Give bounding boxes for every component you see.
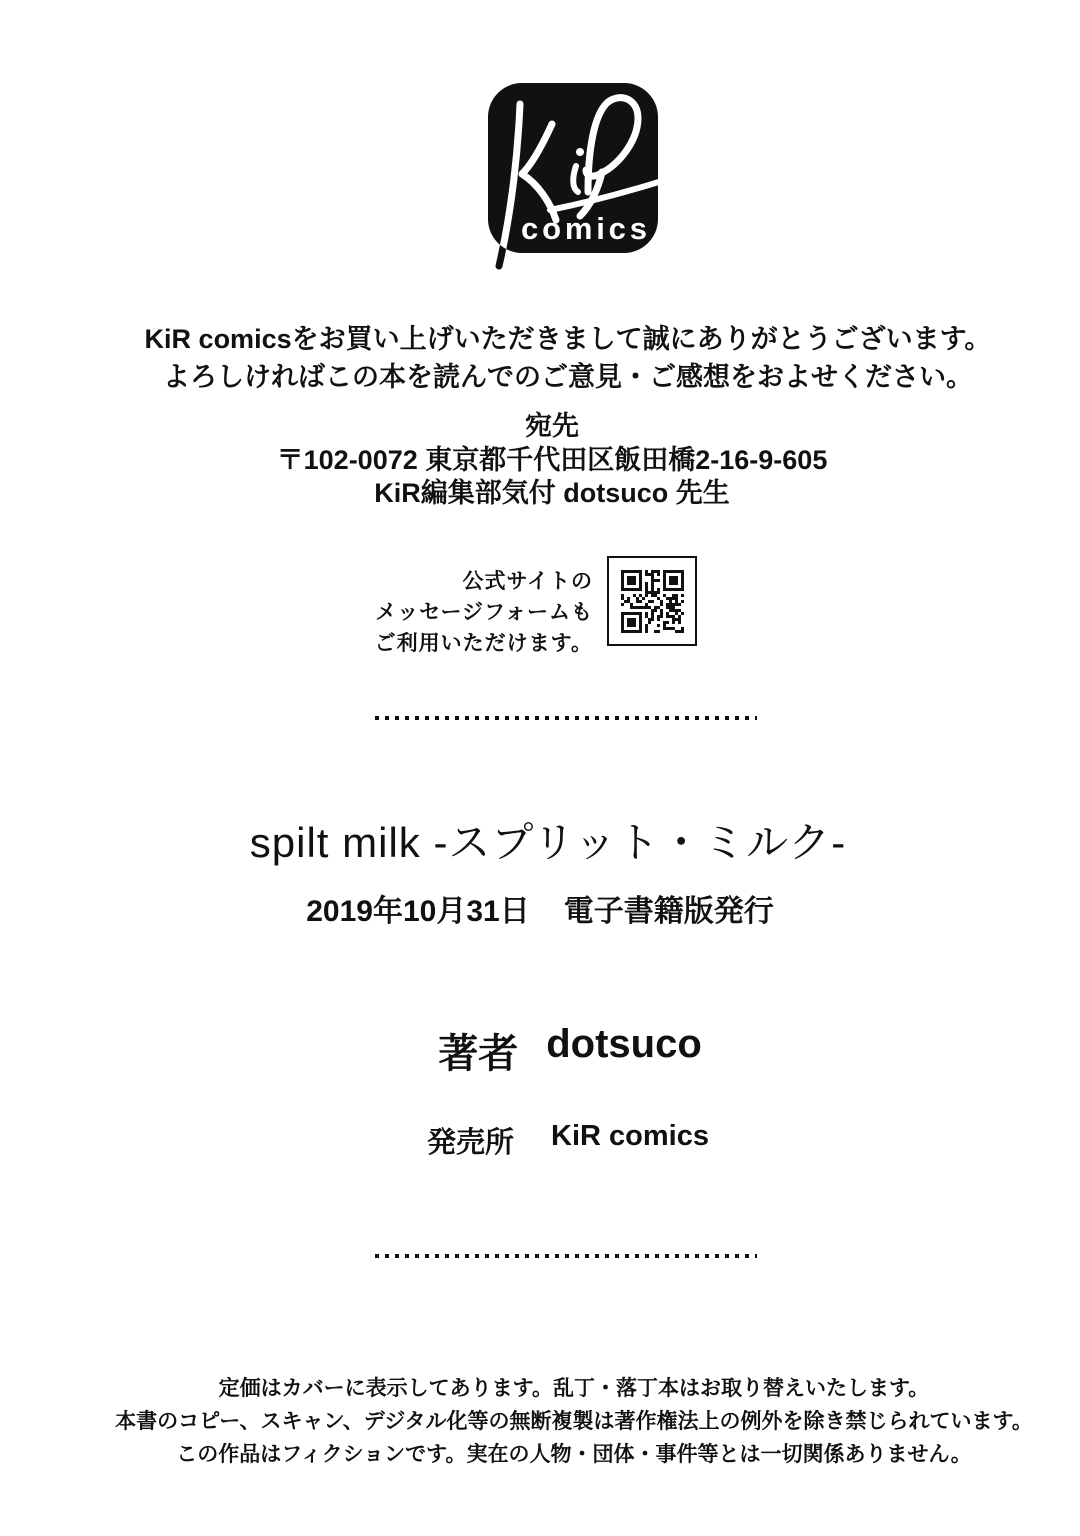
author-line — [30, 1022, 1080, 1079]
dotted-divider-top — [375, 716, 757, 720]
qr-note — [375, 566, 593, 659]
legal-notice — [34, 1372, 1080, 1471]
thanks-message — [28, 320, 1080, 396]
logo-sub-label: comics — [521, 211, 647, 246]
legal-line-1: 定価はカバーに表示してあります。乱丁・落丁本はお取り替えいたします。 — [218, 1377, 930, 1400]
book-title: spilt milk -スプリット・ミルク- — [249, 819, 847, 866]
dotted-divider-bottom — [375, 1254, 757, 1258]
publication-line — [0, 886, 1080, 930]
logo-i-dot — [576, 148, 584, 156]
publisher-line — [28, 1120, 1080, 1161]
legal-line-2: 本書のコピー、スキャン、デジタル化等の無断複製は著作権法上の例外を除き禁じられています。 — [115, 1410, 1033, 1433]
edition-date: 2019年10月31日 — [306, 895, 530, 928]
address-line-2: KiR編集部気付 dotsuco 先生 — [374, 478, 730, 508]
mailing-address — [12, 410, 1080, 510]
edition-label: 電子書籍版発行 — [563, 895, 774, 928]
legal-line-3: この作品はフィクションです。実在の人物・団体・事件等とは一切関係ありません。 — [176, 1443, 972, 1466]
thanks-line-2: よろしければこの本を読んでのご意見・ご感想をおよせください。 — [163, 362, 973, 392]
kir-logo-icon — [484, 80, 664, 270]
qr-note-line-3: ご利用いただけます。 — [374, 632, 593, 655]
qr-note-line-1: 公式サイトの — [462, 570, 593, 593]
qr-code — [607, 556, 697, 646]
author-label: 著者 — [438, 1032, 519, 1076]
address-line-1: 〒102-0072 東京都千代田区飯田橋2-16-9-605 — [276, 445, 828, 475]
kir-comics-logo — [484, 80, 664, 270]
author-name: dotsuco — [546, 1022, 702, 1066]
qr-code-icon — [621, 570, 684, 633]
thanks-line-1: KiR comicsをお買い上げいただきまして誠にありがとうございます。 — [144, 324, 992, 354]
publisher-name: KiR comics — [551, 1120, 709, 1152]
publisher-label: 発売所 — [427, 1127, 515, 1159]
qr-note-line-2: メッセージフォームも — [375, 601, 593, 624]
address-heading: 宛先 — [525, 411, 579, 441]
